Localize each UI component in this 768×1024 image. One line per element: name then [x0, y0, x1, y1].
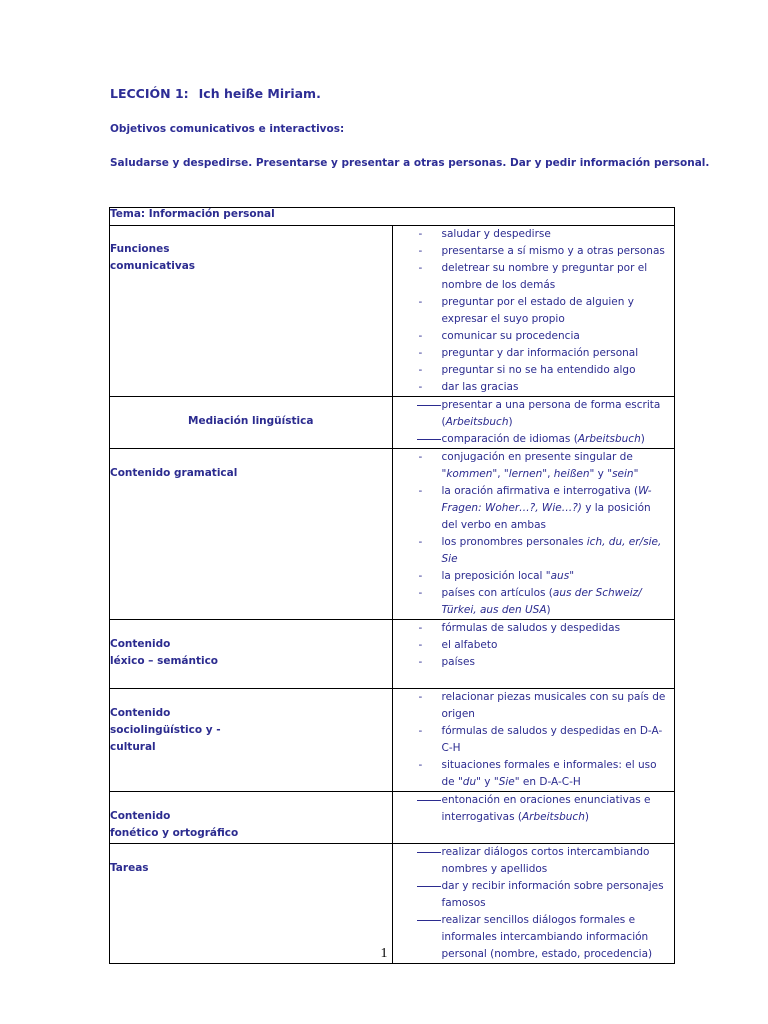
list-item-text: saludar y despedirse: [441, 228, 551, 240]
list-item: [393, 534, 675, 568]
list-item: [393, 362, 675, 379]
list-item-text: situaciones formales e informales: el uso de "du" y "Sie" en D-A-C-H: [441, 759, 657, 788]
item-list: [393, 689, 675, 791]
objectives-summary: Saludarse y despedirse. Presentarse y presentar a otras personas. Dar y pedir información personal.: [110, 157, 710, 169]
topic-row: [110, 208, 675, 226]
lesson-plan-table: [109, 207, 675, 964]
dash-bullet: -: [418, 347, 423, 359]
dash-bullet: -: [418, 587, 423, 599]
row-content: [392, 620, 675, 689]
line-bullet: [417, 439, 441, 440]
list-item: [393, 568, 675, 585]
item-list: [393, 620, 675, 671]
list-item: [393, 483, 675, 534]
dash-bullet: -: [418, 330, 423, 342]
row-label-line: comunicativas: [110, 260, 196, 272]
list-item: [393, 379, 675, 396]
list-item: [393, 689, 675, 723]
list-item-text: comparación de idiomas (Arbeitsbuch): [441, 433, 645, 445]
italic-term: kommen: [446, 468, 493, 480]
row-label-line: léxico – semántico: [110, 655, 219, 667]
list-item-text: países: [441, 656, 475, 668]
list-item-text: fórmulas de saludos y despedidas: [441, 622, 621, 634]
list-item: [393, 328, 675, 345]
row-label-line: fonético y ortográfico: [110, 827, 239, 839]
list-item: [393, 226, 675, 243]
dash-bullet: -: [418, 485, 423, 497]
list-item-text: la oración afirmativa e interrogativa (W-Fragen: Woher…?, Wie…?) y la posición del verbo en ambas: [441, 485, 652, 531]
list-item-text: fórmulas de saludos y despedidas en D-A-C-H: [441, 725, 663, 754]
dash-bullet: -: [418, 381, 423, 393]
topic-cell: Tema: Información personal: [110, 208, 675, 226]
list-item: [393, 260, 675, 294]
table-row: [110, 449, 675, 620]
row-label-line: Contenido: [110, 638, 171, 650]
list-item: [393, 637, 675, 654]
dash-bullet: -: [418, 228, 423, 240]
objectives-heading: Objetivos comunicativos e interactivos:: [110, 123, 345, 135]
dash-bullet: -: [418, 364, 423, 376]
dash-bullet: -: [418, 759, 423, 771]
list-item: [393, 878, 675, 912]
page-number: 1: [380, 946, 388, 961]
italic-term: Sie: [498, 776, 515, 788]
list-item: [393, 844, 675, 878]
list-item-text: los pronombres personales ich, du, er/sie, Sie: [441, 536, 662, 565]
row-label-line: Tareas: [110, 862, 149, 874]
line-bullet: [417, 800, 441, 801]
list-item-text: deletrear su nombre y preguntar por el nombre de los demás: [441, 262, 648, 291]
row-label-line: Contenido: [110, 810, 171, 822]
italic-term: W-Fragen: Woher…?, Wie…?): [441, 485, 652, 514]
row-label: [110, 792, 393, 844]
list-item-text: preguntar si no se ha entendido algo: [441, 364, 636, 376]
row-label-line: cultural: [110, 741, 156, 753]
list-item: [393, 243, 675, 260]
list-item-text: comunicar su procedencia: [441, 330, 580, 342]
row-content: [392, 792, 675, 844]
list-item-text: la preposición local "aus": [441, 570, 575, 582]
dash-bullet: -: [418, 451, 423, 463]
dash-bullet: -: [418, 725, 423, 737]
dash-bullet: -: [418, 570, 423, 582]
lesson-label: LECCIÓN 1:: [110, 86, 189, 101]
italic-term: heißen: [553, 468, 590, 480]
italic-term: Arbeitsbuch: [445, 416, 509, 428]
item-list: [393, 397, 675, 448]
list-item-text: países con artículos (aus der Schweiz/ Türkei, aus den USA): [441, 587, 642, 616]
dash-bullet: -: [418, 622, 423, 634]
row-label: [110, 397, 393, 449]
italic-term: du: [462, 776, 477, 788]
list-item: [393, 449, 675, 483]
lesson-name: Ich heiße Miriam.: [198, 86, 321, 101]
list-item-text: entonación en oraciones enunciativas e interrogativas (Arbeitsbuch): [441, 794, 651, 823]
list-item-text: presentarse a sí mismo y a otras personas: [441, 245, 665, 257]
list-item: [393, 397, 675, 431]
list-item-text: dar las gracias: [441, 381, 519, 393]
row-label: [110, 226, 393, 397]
list-item-text: realizar sencillos diálogos formales e informales intercambiando información personal (nombre, estado, procedencia): [441, 914, 653, 960]
italic-term: sein: [612, 468, 634, 480]
row-label-line: Mediación lingüística: [188, 415, 314, 427]
list-item: [393, 620, 675, 637]
list-item: [393, 345, 675, 362]
row-label: [110, 620, 393, 689]
row-label-line: Funciones: [110, 243, 170, 255]
row-content: [392, 689, 675, 792]
item-list: [393, 226, 675, 396]
row-content: [392, 449, 675, 620]
list-item-text: preguntar y dar información personal: [441, 347, 639, 359]
lesson-title: [110, 86, 321, 101]
list-item-text: dar y recibir información sobre personajes famosos: [441, 880, 664, 909]
list-item-text: conjugación en presente singular de "kommen", "lernen", heißen" y "sein": [441, 451, 639, 480]
italic-term: ich, du, er/sie, Sie: [441, 536, 662, 565]
line-bullet: [417, 886, 441, 887]
dash-bullet: -: [418, 262, 423, 274]
dash-bullet: -: [418, 245, 423, 257]
list-item: [393, 757, 675, 791]
list-item: [393, 723, 675, 757]
dash-bullet: -: [418, 656, 423, 668]
row-label: [110, 449, 393, 620]
dash-bullet: -: [418, 691, 423, 703]
list-item: [393, 431, 675, 448]
dash-bullet: -: [418, 639, 423, 651]
table-row: [110, 792, 675, 844]
row-label-line: sociolingüístico y -: [110, 724, 221, 736]
table-row: [110, 397, 675, 449]
italic-term: Arbeitsbuch: [577, 433, 641, 445]
table-row: [110, 620, 675, 689]
item-list: [393, 792, 675, 826]
row-label-line: Contenido: [110, 707, 171, 719]
row-content: [392, 397, 675, 449]
italic-term: lernen: [508, 468, 543, 480]
list-item-text: preguntar por el estado de alguien y expresar el suyo propio: [441, 296, 634, 325]
list-item-text: relacionar piezas musicales con su país de origen: [441, 691, 666, 720]
dash-bullet: -: [418, 536, 423, 548]
list-item: [393, 585, 675, 619]
list-item-text: el alfabeto: [441, 639, 498, 651]
line-bullet: [417, 920, 441, 921]
list-item: [393, 654, 675, 671]
list-item: [393, 294, 675, 328]
italic-term: aus: [550, 570, 570, 582]
line-bullet: [417, 405, 441, 406]
list-item: [393, 792, 675, 826]
italic-term: aus der Schweiz/ Türkei, aus den USA: [441, 587, 642, 616]
row-label: [110, 689, 393, 792]
italic-term: Arbeitsbuch: [521, 811, 585, 823]
table-row: [110, 226, 675, 397]
dash-bullet: -: [418, 296, 423, 308]
list-item-text: realizar diálogos cortos intercambiando nombres y apellidos: [441, 846, 650, 875]
list-item-text: presentar a una persona de forma escrita (Arbeitsbuch): [441, 399, 661, 428]
row-label-line: Contenido gramatical: [110, 467, 238, 479]
line-bullet: [417, 852, 441, 853]
row-content: [392, 226, 675, 397]
item-list: [393, 449, 675, 619]
table-row: [110, 689, 675, 792]
